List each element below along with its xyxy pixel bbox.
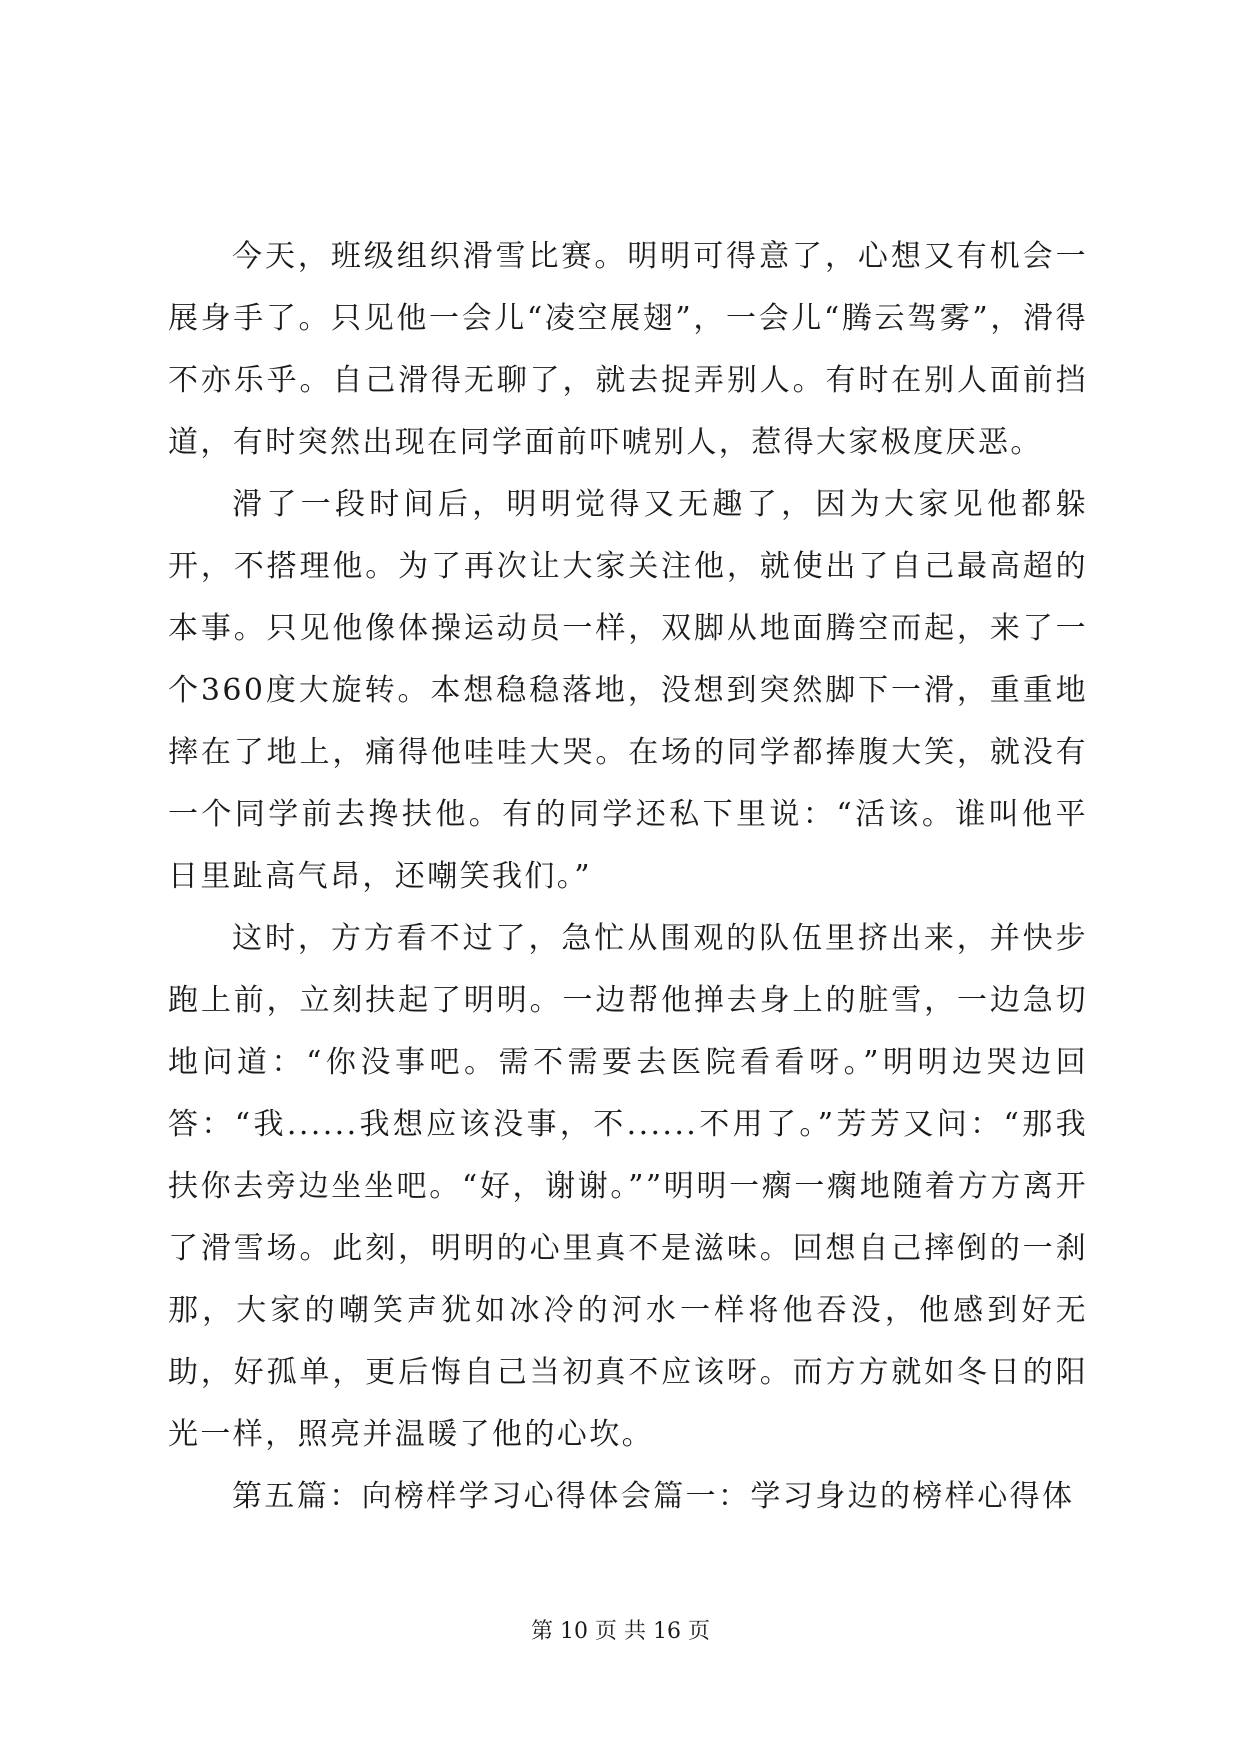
paragraph-4-heading: 第五篇：向榜样学习心得体会篇一：学习身边的榜样心得体 (232, 1479, 1075, 1514)
page-number-footer: 第 10 页 共 16 页 (531, 1619, 710, 1644)
paragraph-1: 今天，班级组织滑雪比赛。明明可得意了，心想又有机会一展身手了。只见他一会儿“凌空展翅”，一会儿“腾云驾雾”，滑得不亦乐乎。自己滑得无聊了，就去捉弄别人。有时在别人面前挡道，有时突然出现在同学面前吓唬别人，惹得大家极度厌恶。 (168, 239, 1088, 460)
document-body (168, 226, 1088, 1528)
paragraph-2: 滑了一段时间后，明明觉得又无趣了，因为大家见他都躲开，不搭理他。为了再次让大家关注他，就使出了自己最高超的本事。只见他像体操运动员一样，双脚从地面腾空而起，来了一个360度大旋转。本想稳稳落地，没想到突然脚下一滑，重重地摔在了地上，痛得他哇哇大哭。在场的同学都捧腹大笑，就没有一个同学前去搀扶他。有的同学还私下里说：“活该。谁叫他平日里趾高气昂，还嘲笑我们。” (168, 487, 1088, 894)
paragraph-3: 这时，方方看不过了，急忙从围观的队伍里挤出来，并快步跑上前，立刻扶起了明明。一边帮他掸去身上的脏雪，一边急切地问道：“你没事吧。需不需要去医院看看呀。”明明边哭边回答：“我......我想应该没事，不......不用了。”芳芳又问：“那我扶你去旁边坐坐吧。“好，谢谢。””明明一瘸一瘸地随着方方离开了滑雪场。此刻，明明的心里真不是滋味。回想自己摔倒的一刹那，大家的嘲笑声犹如冰冷的河水一样将他吞没，他感到好无助，好孤单，更后悔自己当初真不应该呀。而方方就如冬日的阳光一样，照亮并温暖了他的心坎。 (168, 921, 1088, 1452)
